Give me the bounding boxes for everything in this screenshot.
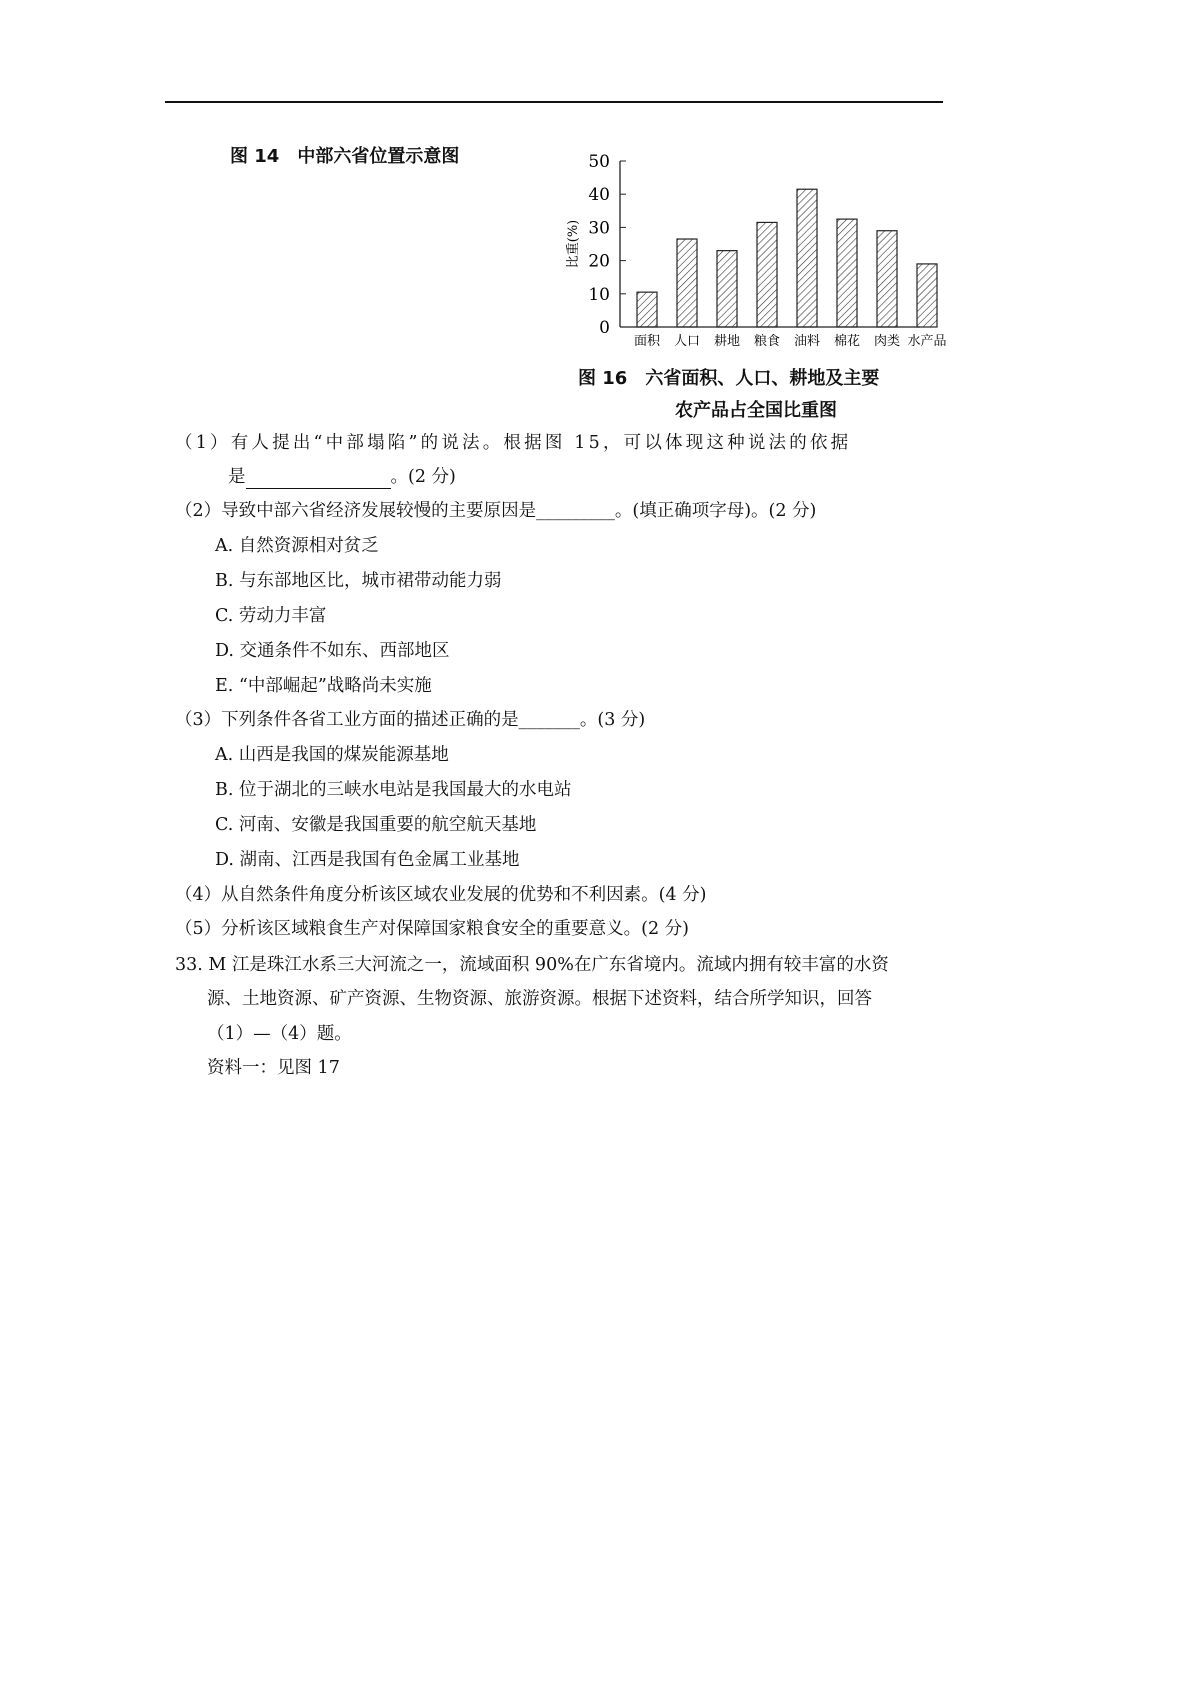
q1-text: 是 (228, 467, 246, 487)
x-tick-label: 油料 (793, 334, 821, 349)
bar-chart (560, 145, 960, 360)
q3-stem: （3）下列条件各省工业方面的描述正确的是_______。(3 分) (175, 710, 646, 730)
q1-line2 (228, 465, 456, 489)
x-tick-label: 耕地 (713, 334, 741, 349)
q2-stem: （2）导致中部六省经济发展较慢的主要原因是_________。(填正确项字母)。(2 分) (175, 501, 817, 521)
bar-油料 (797, 189, 817, 327)
q3-option: A. 山西是我国的煤炭能源基地 (215, 745, 449, 765)
y-tick-label: 0 (599, 318, 610, 338)
x-tick-label: 肉类 (873, 334, 901, 349)
q2-option: A. 自然资源相对贫乏 (215, 536, 379, 556)
q4: （4）从自然条件角度分析该区域农业发展的优势和不利因素。(4 分) (175, 885, 707, 905)
q2-option: C. 劳动力丰富 (215, 606, 327, 626)
x-tick-label: 水产品 (907, 334, 947, 349)
y-tick-label: 40 (588, 185, 610, 206)
q33-material: 资料一：见图 17 (207, 1058, 340, 1078)
figure-14-caption: 图 14 中部六省位置示意图 (230, 146, 460, 167)
q2-option: E. “中部崛起”战略尚未实施 (215, 676, 432, 696)
y-tick-label: 30 (588, 218, 610, 239)
chart-title-line2: 农产品占全国比重图 (675, 400, 837, 421)
x-tick-label: 粮食 (753, 334, 781, 349)
q1-answer-blank[interactable] (246, 470, 391, 489)
q1-points: 。(2 分) (390, 467, 456, 487)
y-tick-label: 50 (588, 152, 610, 172)
q2-option: B. 与东部地区比，城市裙带动能力弱 (215, 571, 502, 591)
x-tick-label: 棉花 (833, 334, 861, 349)
q3-option: C. 河南、安徽是我国重要的航空航天基地 (215, 815, 537, 835)
x-tick-label: 人口 (673, 334, 701, 349)
q3-option: B. 位于湖北的三峡水电站是我国最大的水电站 (215, 780, 572, 800)
q1-line1: （1）有人提出“中部塌陷”的说法。根据图 15，可以体现这种说法的依据 (175, 433, 852, 453)
y-tick-label: 10 (588, 284, 610, 305)
x-tick-label: 面积 (633, 334, 661, 349)
bar-棉花 (837, 219, 857, 327)
bar-人口 (677, 239, 697, 327)
q33-line2: 源、土地资源、矿产资源、生物资源、旅游资源。根据下述资料，结合所学知识，回答 (207, 989, 872, 1009)
q33-line1: 33. M 江是珠江水系三大河流之一，流域面积 90%在广东省境内。流域内拥有较丰富的水资 (175, 955, 889, 975)
q33-line3: （1）—（4）题。 (207, 1024, 352, 1044)
q3-option: D. 湖南、江西是我国有色金属工业基地 (215, 850, 520, 870)
q5: （5）分析该区域粮食生产对保障国家粮食安全的重要意义。(2 分) (175, 919, 689, 939)
q2-option: D. 交通条件不如东、西部地区 (215, 641, 450, 661)
bar-水产品 (917, 264, 937, 327)
bar-耕地 (717, 251, 737, 327)
chart-title-line1: 图 16 六省面积、人口、耕地及主要 (578, 368, 880, 389)
y-axis-label: 比重(%) (566, 219, 581, 269)
bar-粮食 (757, 222, 777, 327)
bar-肉类 (877, 231, 897, 327)
y-tick-label: 20 (588, 251, 610, 272)
bar-面积 (637, 292, 657, 327)
header-rule (165, 101, 943, 103)
